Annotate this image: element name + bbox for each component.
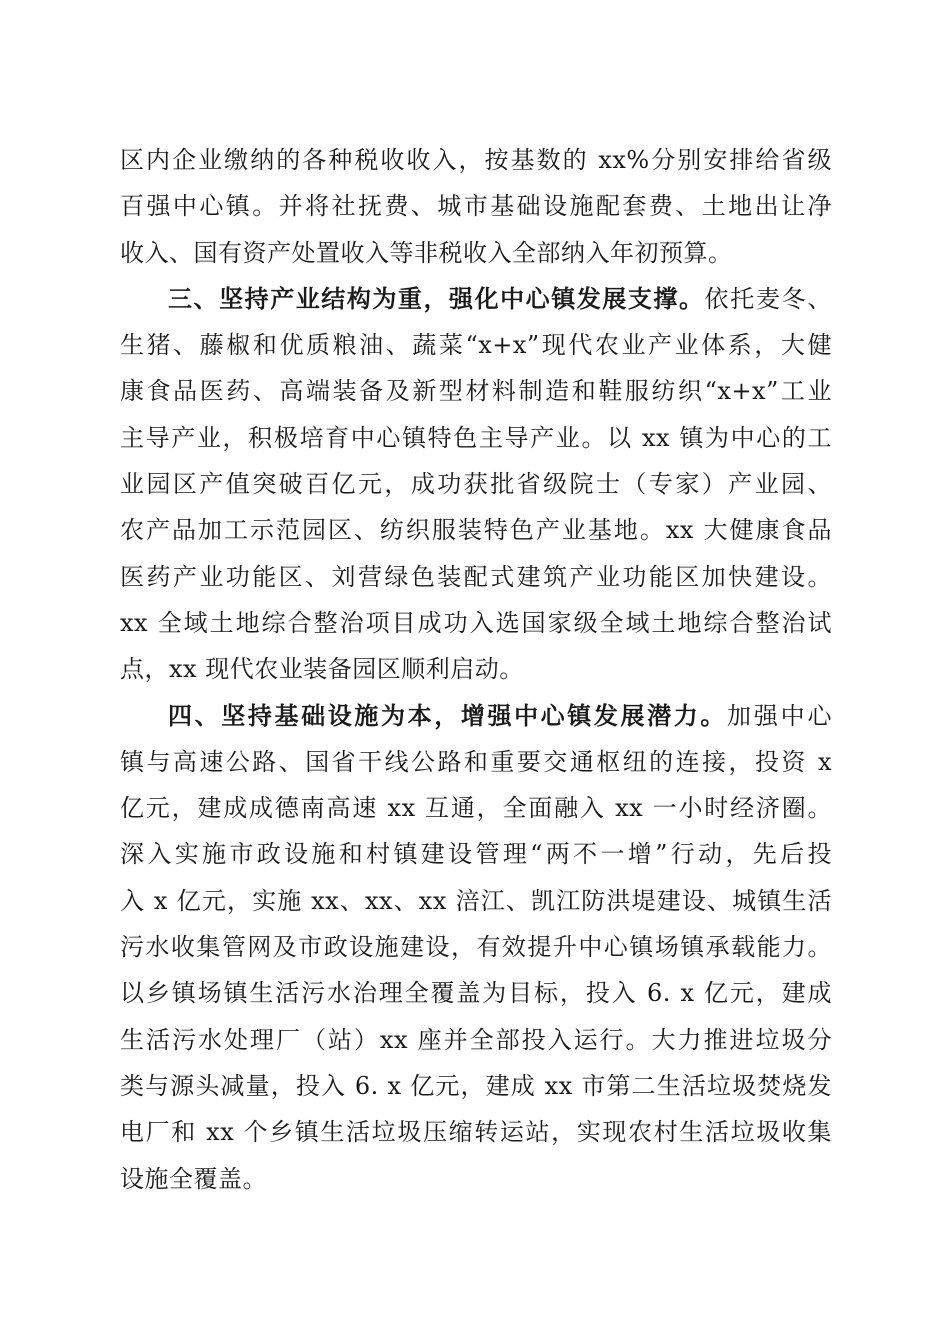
text-line: 收入、国有资产处置收入等非税收入全部纳入年初预算。	[120, 238, 733, 267]
text-line: 农产品加工示范园区、纺织服装特色产业基地。xx 大健康食品	[120, 516, 832, 545]
text-line: 入 x 亿元，实施 xx、xx、xx 涪江、凯江防洪堤建设、城镇生活	[120, 886, 832, 915]
text-line: xx 全域土地综合整治项目成功入选国家级全域土地综合整治试	[120, 608, 832, 637]
text-line: 类与源头减量，投入 6. x 亿元，建成 xx 市第二生活垃圾焚烧发	[120, 1071, 832, 1100]
text-line: 点，xx 现代农业装备园区顺利启动。	[120, 655, 524, 684]
text-line: 区内企业缴纳的各种税收收入，按基数的 xx%分别安排给省级	[120, 146, 832, 174]
text-run: 加强中心	[727, 701, 832, 730]
text-line: 百强中心镇。并将社抚费、城市基础设施配套费、土地出让净	[120, 192, 832, 221]
text-run: 依托麦冬、	[704, 284, 832, 313]
text-line: 以乡镇场镇生活污水治理全覆盖为目标，投入 6. x 亿元，建成	[120, 979, 832, 1008]
text-line: 业园区产值突破百亿元，成功获批省级院士（专家）产业园、	[120, 470, 832, 499]
text-line: 医药产业功能区、刘营绿色装配式建筑产业功能区加快建设。	[120, 562, 832, 591]
text-line: 康食品医药、高端装备及新型材料制造和鞋服纺织“x+x”工业	[120, 377, 832, 406]
text-line: 主导产业，积极培育中心镇特色主导产业。以 xx 镇为中心的工	[120, 423, 832, 452]
paragraph-first-line	[120, 693, 832, 739]
paragraph-infrastructure	[120, 693, 832, 1202]
paragraph-tax-revenue	[120, 137, 832, 276]
paragraph-industry-structure	[120, 276, 832, 693]
text-line: 设施全覆盖。	[120, 1164, 267, 1193]
text-line: 镇与高速公路、国省干线公路和重要交通枢纽的连接，投资 x	[120, 747, 832, 776]
paragraph-first-line	[120, 276, 832, 322]
text-line: 污水收集管网及市政设施建设，有效提升中心镇场镇承载能力。	[120, 933, 832, 962]
section-heading-four: 四、坚持基础设施为本，增强中心镇发展潜力。	[168, 701, 728, 730]
text-line: 深入实施市政设施和村镇建设管理“两不一增”行动，先后投	[120, 840, 832, 869]
text-line: 电厂和 xx 个乡镇生活垃圾压缩转运站，实现农村生活垃圾收集	[120, 1118, 832, 1147]
section-heading-three: 三、坚持产业结构为重，强化中心镇发展支撑。	[168, 284, 705, 313]
text-line: 生活污水处理厂（站）xx 座并全部投入运行。大力推进垃圾分	[120, 1025, 832, 1054]
text-line: 亿元，建成成德南高速 xx 互通，全面融入 xx 一小时经济圈。	[120, 794, 832, 823]
document-body	[120, 137, 832, 1202]
text-line: 生猪、藤椒和优质粮油、蔬菜“x+x”现代农业产业体系，大健	[120, 331, 832, 360]
